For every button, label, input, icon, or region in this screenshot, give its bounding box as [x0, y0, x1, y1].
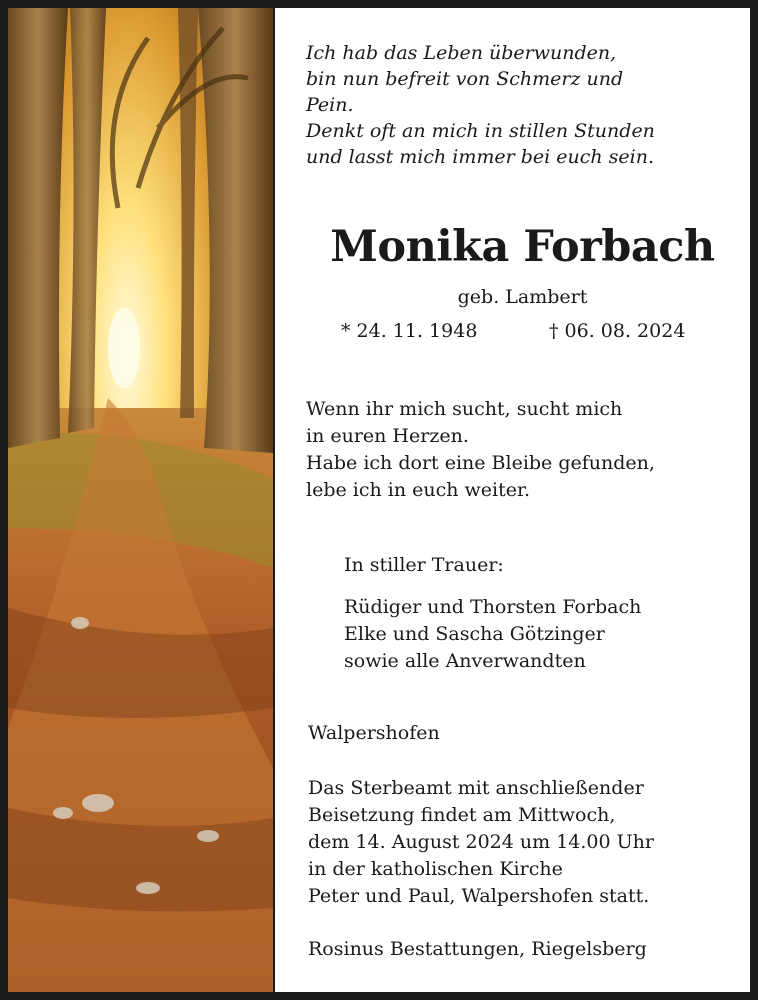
- verse-line: lebe ich in euch weiter.: [306, 479, 531, 501]
- mourners-list: [344, 594, 641, 675]
- mourner-line: Rüdiger und Thorsten Forbach: [344, 596, 642, 618]
- mourner-line: Elke und Sascha Götzinger: [344, 623, 605, 645]
- undertaker: Rosinus Bestattungen, Riegelsberg: [308, 938, 647, 960]
- maiden-name: geb. Lambert: [457, 286, 588, 308]
- funeral-line: Beisetzung findet am Mittwoch,: [308, 804, 616, 826]
- poem-line: bin nun befreit von Schmerz und: [306, 68, 624, 90]
- forest-path-photo: [8, 8, 273, 992]
- poem-line: Ich hab das Leben überwunden,: [306, 42, 617, 64]
- death-date: † 06. 08. 2024: [549, 320, 686, 342]
- memorial-verse: [306, 396, 746, 504]
- deceased-name: Monika Forbach: [330, 222, 715, 272]
- funeral-line: dem 14. August 2024 um 14.00 Uhr: [308, 831, 654, 853]
- funeral-line: Peter und Paul, Walpershofen statt.: [308, 885, 650, 907]
- mourning-heading: In stiller Trauer:: [344, 554, 504, 576]
- verse-line: in euren Herzen.: [306, 425, 469, 447]
- verse-line: Wenn ihr mich sucht, sucht mich: [306, 398, 623, 420]
- poem-line: und lasst mich immer bei euch sein.: [306, 146, 655, 168]
- obituary-text: [275, 8, 750, 992]
- funeral-line: Das Sterbeamt mit anschließender: [308, 777, 644, 799]
- verse-line: Habe ich dort eine Bleibe gefunden,: [306, 452, 655, 474]
- poem-line: Denkt oft an mich in stillen Stunden: [306, 120, 655, 142]
- place-name: Walpershofen: [308, 722, 440, 744]
- funeral-notice: [308, 775, 654, 910]
- opening-poem: [306, 40, 736, 170]
- mourner-line: sowie alle Anverwandten: [344, 650, 586, 672]
- birth-date: * 24. 11. 1948: [341, 320, 478, 342]
- funeral-line: in der katholischen Kirche: [308, 858, 563, 880]
- poem-line: Pein.: [306, 94, 354, 116]
